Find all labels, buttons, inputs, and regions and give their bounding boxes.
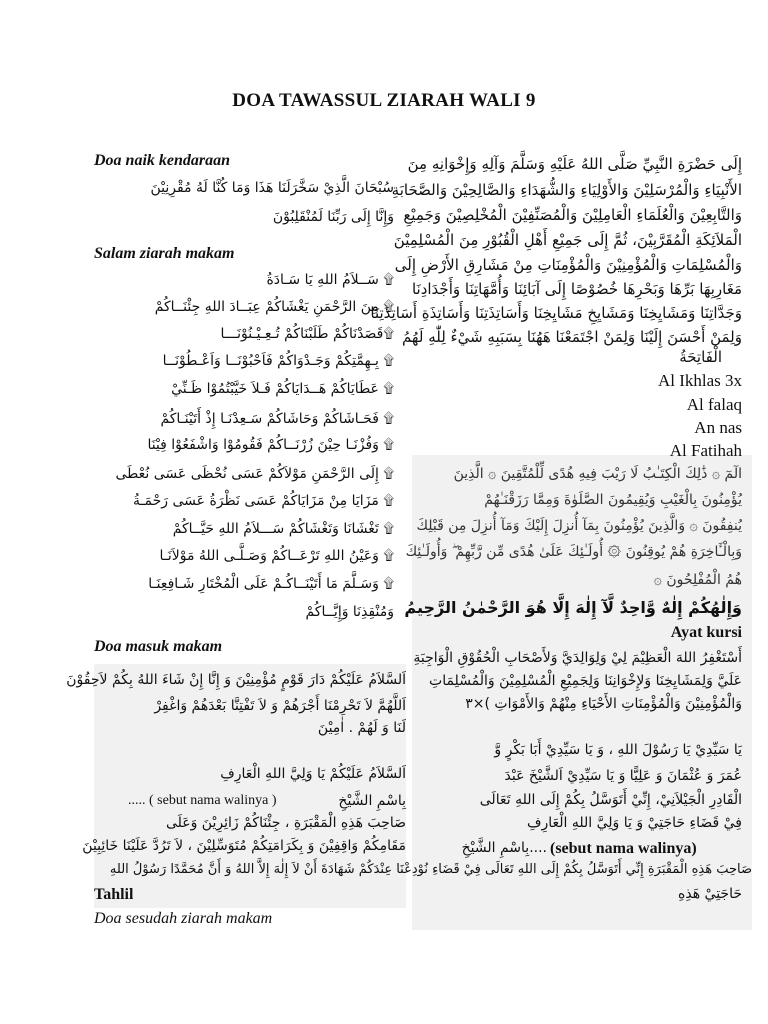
page-title: DOA TAWASSUL ZIARAH WALI 9 [232, 90, 536, 111]
salam-line: ۩ وَسَـلَّمَ مَا أَتَيْنَــاكُـمْ عَلَى الْمُخْتَارِ شَـافِعِنَـا [148, 576, 394, 592]
masuk-line: اَلسَّلاَمُ عَلَيْكُمْ دَارَ قَوْمٍ مُؤْمِنِيْنَ وَ إِنَّا إِنْ شَاءَ اللهُ بِكُمْ لاَحِقُوْنَ [66, 672, 406, 688]
salam-heading: Salam ziarah makam [94, 245, 235, 262]
latin-item: Al Ikhlas 3x [657, 371, 742, 390]
quran-line: الٓمٓ ۞ ذَٰلِكَ الْكِتَـٰبُ لَا رَيْبَ فِيهِ هُدًى لِّلْمُتَّقِينَ ۞ الَّذِينَ [453, 466, 742, 482]
quran-line: هُمُ الْمُفْلِحُونَ ۞ [653, 572, 742, 588]
salam-line: ۩ وَعَيْنُ اللهِ تَرْعَــاكُمْ وَصَـلَّـى اللهُ مَوْلاَنَـا [159, 548, 394, 564]
istighfar-line: أَسْتَغْفِرُ اللهَ الْعَظِيْمَ لِيْ وَلِوَالِدَيَّ وَلأَصْحَابِ الْحُقُوْقِ الْوَاجِبَةِ [413, 650, 742, 666]
tawassul-line: الأَنْبِيَاءِ وَالْمُرْسَلِيْنَ وَالأَوْلِيَاءِ وَالشُّهَدَاءِ وَالصَّالِحِيْنَ وَالصَّحَابَةِ [391, 181, 742, 199]
tawassul-line: وَالتَّابِعِيْنَ وَالْعُلَمَاءِ الْعَامِلِيْنَ وَالْمُصَنِّفِيْنَ الْمُخْلِصِيْنَ وَجَمِيْعِ [403, 206, 742, 224]
tawassul-line: وَالْمُسْلِمَاتِ وَالْمُؤْمِنِيْنَ وَالْمُؤْمِنَاتِ مِنْ مَشَارِقِ الأَرْضِ إِلَى [394, 256, 742, 274]
salam-line: ۩ تَغْشَانَا وَتَغْشَاكُمْ سَـــلاَمُ اللهِ حَيَّــاكُمْ [172, 521, 394, 537]
masuk-heading: Doa masuk makam [94, 638, 223, 655]
yasayyidi-line: عُمَرَ وَ عُثْمَانَ وَ عَلِيًّا وَ يَا سَيِّدِيْ اَلشَّيْخَ عَبْدَ [504, 768, 742, 784]
sahibi-line-right: صَاحِبَ هَذِهِ الْمَقْبَرَةِ إِنِّي أَتَوَسَّلُ بِكُمْ إِلَى اللهِ تَعَالَى فِيْ قَضَاءِ نُوْدِعْنَا عِنْدَكُمْ شَهَادَةَ أَنْ لاَ إِلٰهَ إِلاَّ اللهُ وَ أَنَّ مُحَمَّدًا رَسُوْلُ اللهِ [109, 862, 752, 877]
sebut-nama-right: (sebut nama walinya) [550, 840, 697, 857]
yasayyidi-line: يَا سَيِّدِيْ يَا رَسُوْلَ اللهِ ، وَ يَا سَيِّدِيْ أَبَا بَكْرٍ وَّ [494, 742, 742, 758]
istighfar-line: وَالْمُؤْمِنِيْنَ وَالْمُؤْمِنَاتِ الأَحْيَاءِ مِنْهُمْ وَالأَمْوَاتِ )×٣ [465, 696, 742, 712]
tahlil-heading: Tahlil [94, 886, 134, 903]
quran-line: يُنفِقُونَ ۞ وَالَّذِينَ يُؤْمِنُونَ بِمَآ أُنزِلَ إِلَيْكَ وَمَآ أُنزِلَ مِن قَبْلِكَ [416, 518, 742, 534]
salam-line: ۩ إِلَى الرَّحْمَنِ مَوْلاَكُمْ عَسَى نُحْظَى عَسَى نُعْطَى [115, 466, 394, 482]
salam-wali-line: اَلسَّلاَمُ عَلَيْكُمْ يَا وَلِيَّ اللهِ الْعَارِفِ [220, 766, 406, 782]
latin-item: Al falaq [686, 395, 742, 414]
quran-line: وَبِالْـَٔاخِرَةِ هُمْ يُوقِنُونَ ۞ أُولَـٰئِكَ عَلَىٰ هُدًى مِّن رَّبِّهِمْ ۖ وَأُولَـٰئِكَ [405, 544, 742, 560]
naik-line: سُبْحَانَ الَّذِيْ سَخَّرَلَنَا هَذَا وَمَا كُنَّا لَهُ مُقْرِنِيْنَ [150, 180, 394, 196]
masuk-line: لَنَا وَ لَهُمْ . اٰمِيْنَ [317, 720, 406, 736]
latin-item: An nas [694, 418, 742, 437]
ayat-kursi-heading: Ayat kursi [670, 624, 742, 641]
fatihah-line: الْفَاتِحَةُ [679, 348, 722, 366]
salam-line: وَمُنْقِذِنَا وَإِيَّــاكُمْ [305, 604, 394, 620]
salam-line: ۩ عَطَايَاكُمْ هَــدَايَاكُمْ فَـلاَ خَيَّبْتُمُوْا ظَـنِّيْ [171, 381, 394, 397]
tawassul-line: الْمَلاَئِكَةِ الْمُقَرَّبِيْنَ، ثُمَّ إِلَى جَمِيْعِ أَهْلِ الْقُبُوْرِ مِنَ الْمُسْلِمِيْنَ [393, 231, 742, 249]
sebut-nama-left: ..... ( sebut nama walinya ) [128, 793, 277, 808]
bismi-line-left: بِاسْمِ الشَّيْخِ [338, 793, 406, 809]
yasayyidi-line: الْقَادِرِ الْجَيْلاَنِيْ، إِنِّيْ أَتَوَسَّلُ بِكُمْ إِلَى اللهِ تَعَالَى [479, 792, 742, 808]
sahibi-line-left: صَاحِبَ هَذِهِ الْمَقْبَرَةِ ، جِئْنَاكُمْ زَائِرِيْنَ وَعَلَى [165, 815, 406, 831]
quran-line: يُؤْمِنُونَ بِالْغَيْبِ وَيُقِيمُونَ الصَّلَوٰةَ وَمِمَّا رَزَقْنَـٰهُمْ [484, 492, 742, 508]
hajati-line: حَاجَتِيْ هَذِهِ [678, 886, 742, 902]
salam-line: ۩ مِنَ الرَّحْمَنِ يَغْشَاكُمْ عِبَــادَ اللهِ جِئْنَــاكُمْ [154, 299, 394, 315]
tawassul-line: وَجَدَّاتِنَا وَمَشَايِخِنَا وَمَشَايِخِ مَشَايِخِنَا وَأَسَاتِذَتِنَا وَأَسَاتِذَةِ أَسَاتِذَتِنَا [370, 304, 742, 322]
closing-line-left: مَقَامِكُمْ وَاقِفِيْنَ وَ بِكَرَامَتِكُمْ مُتَوَسِّلِيْنَ ، لاَ تَرُدَّ عَلَيْنَا خَائِبِيْنَ [82, 838, 406, 854]
tawassul-line: وَلِمَنْ أَحْسَنَ إِلَيْنَا وَلِمَنْ اجْتَمَعْنَا هَهُنَا بِسَبَبِهِ شَيْءٌ لِلّٰهِ لَهُمُ [401, 328, 742, 346]
sesudah-heading: Doa sesudah ziarah makam [94, 910, 273, 927]
masuk-line: اَللَّهُمَّ لاَ تَحْرِمْنَا أَجْرَهُمْ وَ لاَ تَفْتِنَّا بَعْدَهُمْ وَاغْفِرْ [154, 698, 406, 714]
salam-line: ۩قَصَدْنَاكُمْ طَلَبْنَاكُمْ تُـعِـيْـنُوْنَـــا [220, 326, 394, 342]
tawassul-line: مَغَارِبِهَا بَرِّهَا وَبَحْرِهَا خُصُوْصًا إِلَى آبَائِنَا وَأُمَّهَاتِنَا وَأَجْدَادِنَا [411, 280, 742, 298]
ilahukum-line: وَإِلٰهُكُمْ إِلٰهٌ وَّاحِدٌ لَّآ إِلٰهَ إِلَّا هُوَ الرَّحْمٰنُ الرَّحِيمُ [404, 598, 742, 617]
yasayyidi-line: فِيْ قَضَاءِ حَاجَتِيْ وَ يَا وَلِيَّ اللهِ الْعَارِفِ [526, 815, 742, 831]
latin-item: Al Fatihah [669, 441, 742, 460]
salam-line: ۩ فَحَـاشَاكُمْ وَحَاشَاكُمْ سَـعِدْنَـا إِذْ أَتَيْنَـاكُمْ [160, 411, 394, 427]
salam-line: ۩ سَــلاَمُ اللهِ يَا سَـادَةُ [266, 272, 394, 288]
tawassul-line: إِلَى حَضْرَةِ النَّبِيِّ صَلَّى اللهُ عَلَيْهِ وَسَلَّمَ وَآلِهِ وَإِخْوَانِهِ مِنَ [407, 155, 742, 173]
salam-line: ۩ وَفُزْنَـا حِيْنَ زُرْنَــاكُمْ فَقُومُوْا وَاشْفَعُوْا فِيْنَا [147, 437, 394, 453]
istighfar-line: عَلَيَّ وَلِمَشَايِخِنَا وَلإِخْوَانِنَا وَلِجَمِيْعِ الْمُسْلِمِيْنَ وَالْمُسْلِمَاتِ [429, 673, 742, 689]
naik-line: وَإِنَّا إِلَى رَبِّنَا لَمُنْقَلِبُوْنَ [272, 209, 394, 225]
salam-line: ۩ مَزَايَا مِنْ مَزَايَاكُمْ عَسَى نَظْرَةُ عَسَى رَحْمَـةُ [132, 493, 394, 509]
salam-line: ۩ بِـهِمَّتِكُمْ وَجَـدْوَاكُمْ فَاَحْبُوْنَــا وَاَعْـطُوْنَــا [162, 353, 394, 369]
bismi-line-right: ....بِاسْمِ الشَّيْخِ [461, 840, 547, 856]
naik-heading: Doa naik kendaraan [94, 152, 231, 169]
